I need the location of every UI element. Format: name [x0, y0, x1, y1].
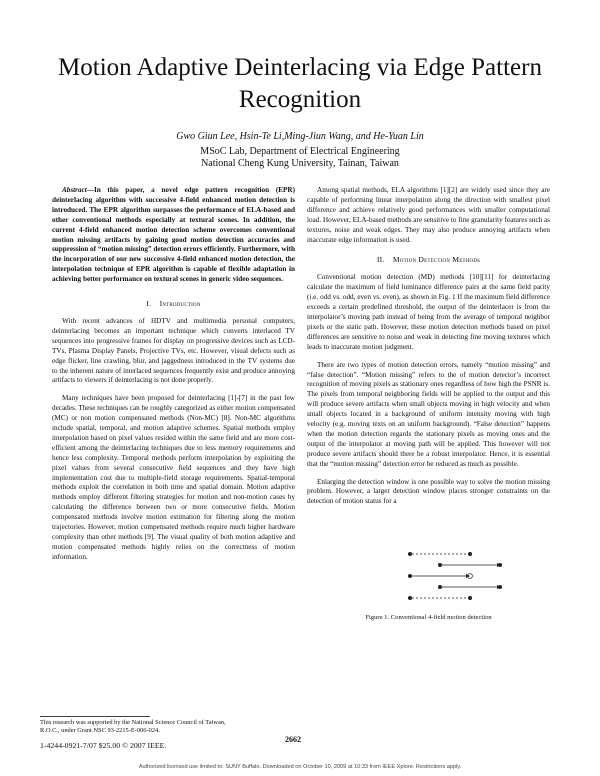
- affiliation-university: National Cheng Kung University, Tainan, Taiwan: [201, 158, 399, 169]
- spatial-methods-paragraph: Among spatial methods, ELA algorithms [1][2] are widely used since they are capable of performing linear interpolation along the direction with smallest pixel difference and achieve relatively good performances with smaller computational load. However, ELA-based methods are sensitive to fine granularity features such as textures, noise and weak edges. They may also produce annoying artifacts when inaccurate edge information is used.: [307, 186, 551, 244]
- motion-detection-paragraph-2: There are two types of motion detection errors, namely “motion missing” and “false detection”. “Motion missing” refers to the of motion detector’s incorrect recognition of moving pixels as stationary ones regardless of how high the PSNR is. The pixels from temporal neighboring fields will be applied to the output and this will produce severe artifacts when small objects moving in high velocity and when small objects located in a background of uniform intensity moving with high velocity (e.g. moving texts on an uniform background). “False detection” happens when the motion detection regards the stationary pixels as moving ones and the output of the interpolator at moving path will be applied. This however will not produce severe artifacts should there be a robust interpolator. Hence, it is essential that the “motion missing” detection error be reduced as much as possible.: [307, 360, 550, 468]
- page-number: 2662: [285, 735, 301, 744]
- left-column: [52, 186, 295, 563]
- pixel-dot: [438, 563, 442, 567]
- pixel-dot: [468, 596, 472, 600]
- footnote-divider: [40, 716, 150, 717]
- right-column: [307, 186, 550, 507]
- funding-footnote: This research was supported by the National Science Council of Taiwan, R.O.C., under Grant NSC 93-2215-E-006-024.: [40, 719, 226, 735]
- author-list: Gwo Giun Lee, Hsin-Te Li,Ming-Jiun Wang, and He-Yuan Lin: [176, 131, 424, 142]
- pixel-dot: [408, 552, 412, 556]
- license-notice: Authorized licensed use limited to: SUNY Buffalo. Downloaded on October 10, 2009 at 10:33 from IEEE Xplore. Restrictions apply.: [138, 764, 462, 770]
- intro-paragraph-2: Many techniques have been proposed for deinterlacing [1]-[7] in the past few decades. These techniques can be roughly categorized as either motion compensated (MC) or non motion compensated methods (Non-MC) [8]. Non-MC algorithms include spatial, temporal, and motion adaptive schemes. Spatial methods employ interpolation based on pixel values resided within the same field and are more cost-efficient among the deinterlacing techniques due to less memory requirements and hence less complexity. Temporal methods perform interpolation by exploiting the pixel values from several consecutive field sequences and they have high implementation cost due to multiple-field storage requirements. Spatial-temporal methods exploit the correlation in both time and spatial domain. Motion adaptive methods employ different filtering strategies for motion and non-motion cases by calculating the difference between two or more consecutive fields. Motion compensated methods involve motion estimation for filtering along the motion trajectories. However, motion compensated methods require much higher hardware complexity than other methods [9]. The visual quality of both motion adaptive and motion compensated methods highly relies on the correctness of motion information.: [52, 394, 295, 561]
- pixel-dot: [438, 585, 442, 589]
- isbn-copyright: 1-4244-0921-7/07 $25.00 © 2007 IEEE.: [40, 741, 167, 750]
- paper-title: Motion Adaptive Deinterlacing via Edge Pattern Recognition: [58, 54, 542, 113]
- abstract-text: —In this paper, a novel edge pattern recognition (EPR) deinterlacing algorithm with successive 4-field enhanced motion detection is introduced. The EPR algorithm surpasses the performance of ELA-based and other conventional methods especially at textural scenes. In addition, the current 4-field enhanced motion detection scheme overcomes conventional motion missing artifacts by gaining good motion detection accuracies and suppression of “motion missing” detection errors efficiently. Furthermore, with the incorporation of our new successive 4-field enhanced motion detection, the interpolation technique of EPR algorithm is capable of flexible adaptation in achieving better performance on textural scenes in generic video sequences.: [52, 186, 295, 284]
- figure-1-diagram: [400, 548, 510, 604]
- abstract-label: Abstract: [62, 186, 87, 194]
- pixel-dot: [408, 574, 412, 578]
- motion-detection-paragraph-1: Conventional motion detection (MD) methods [10][11] for deinterlacing calculate the maximum of field luminance difference pairs at the same field parity (i.e. odd vs. odd, even vs. even), as shown in Fig. 1 If the maximum field difference exceeds a certain predefined threshold, the output of the deinterlacer is from the interpolator’s moving path instead of being from the average of temporal neighbor pixels or the static path. However, these motion detection methods based on pixel differences are sensitive to noise and weak in detecting fine moving textures which leads to inaccurate motion judgment.: [307, 273, 550, 351]
- figure-1-caption: Figure 1. Conventional 4-field motion detection: [365, 614, 492, 621]
- pixel-dot: [468, 552, 472, 556]
- abstract: [52, 186, 295, 285]
- affiliation-lab: MSoC Lab, Department of Electrical Engineering: [200, 146, 400, 157]
- intro-paragraph-1: With recent advances of HDTV and multimedia personal computers, deinterlacing becomes an important technique which converts interlaced TV sequences into progressive frames for display on progressive devices such as LCD-TVs, Plasma Display Panels, Projective TVs, etc. However, visual defects such as edge flicker, line crawling, blur, and jaggedness introduced in the TV systems due to the inherent nature of interlaced sequences frequently exist and produce annoying artifacts to viewers if deinterlacing is not done properly.: [52, 316, 295, 385]
- pixel-dot: [408, 596, 412, 600]
- motion-detection-paragraph-3: Enlarging the detection window is one possible way to solve the motion missing problem. However, a larger detection window places stronger constraints on the detection of motion status for a: [307, 477, 550, 506]
- section-heading-introduction: I. Introduction: [146, 299, 201, 309]
- section-heading-motion-detection: II. Motion Detection Methods: [376, 255, 481, 265]
